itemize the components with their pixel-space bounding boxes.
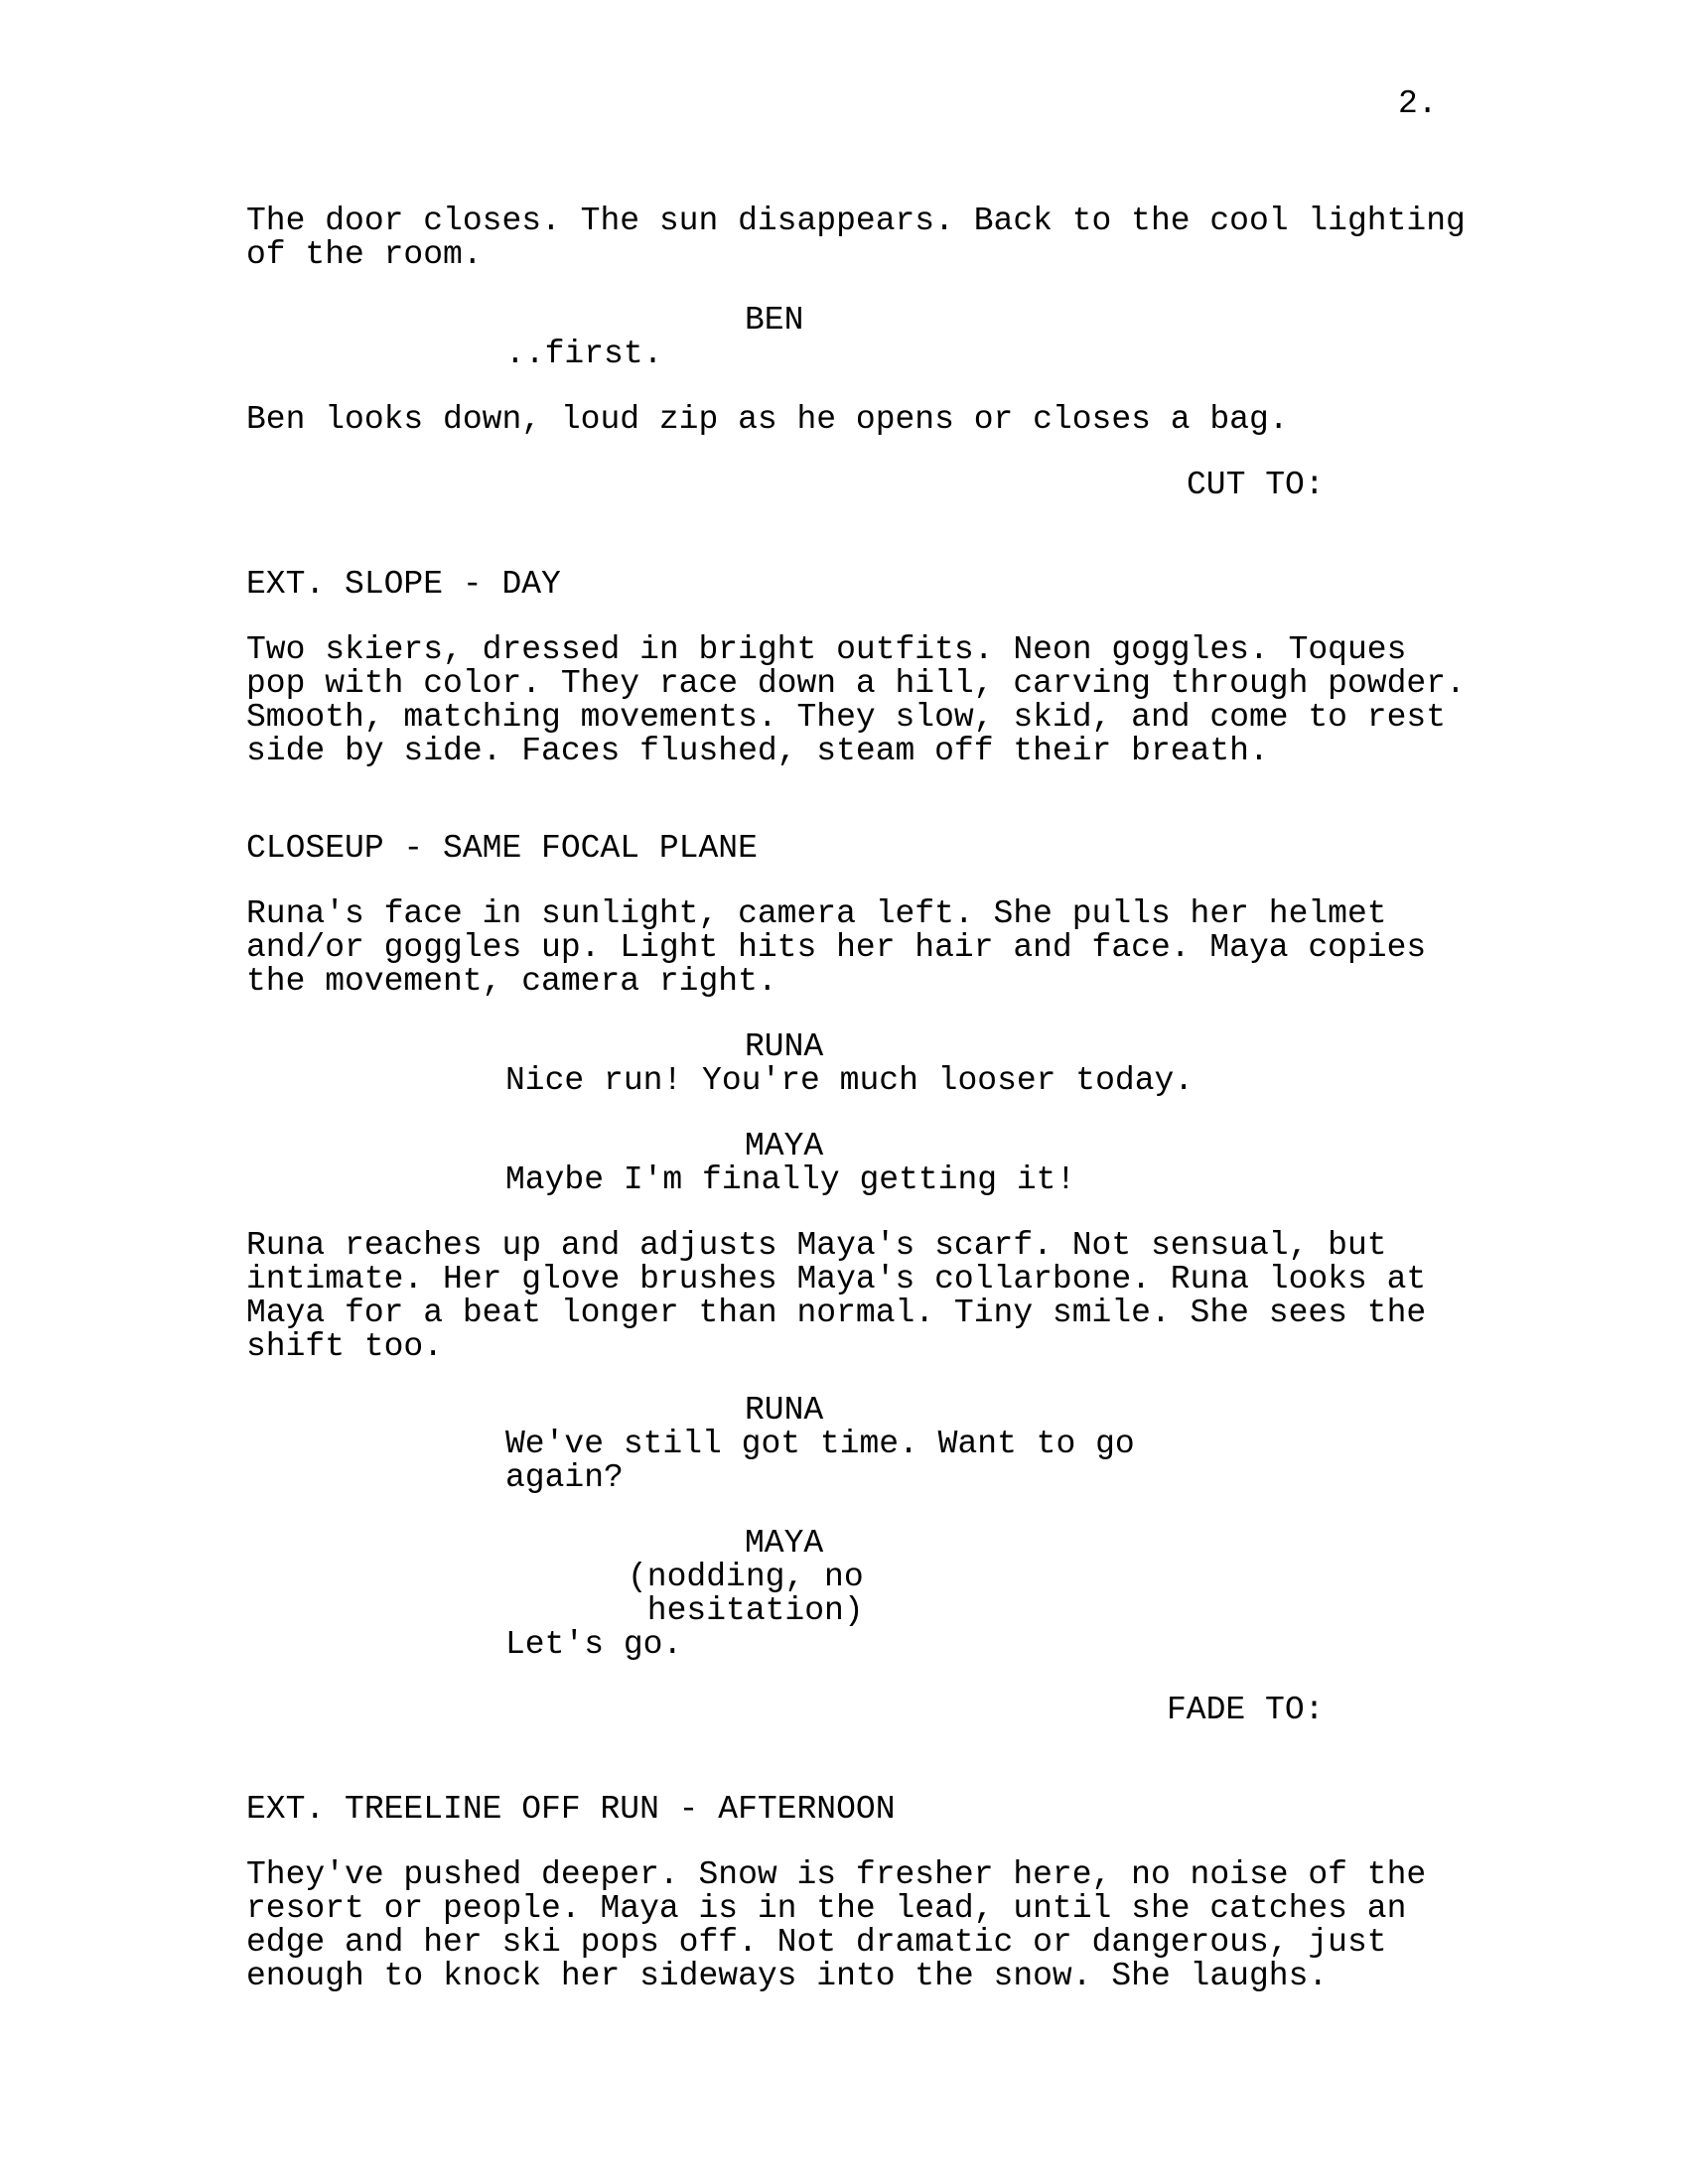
action-line: Runa reaches up and adjusts Maya's scarf. Not sensual, but intimate. Her glove brushes Maya's collarbone. Runa looks at Maya for a beat longer than normal. Tiny smile. She sees the shift too. — [246, 1227, 1427, 1365]
dialogue-line: ..first. — [505, 336, 663, 372]
character-name: MAYA — [745, 1128, 824, 1164]
shot-heading: CLOSEUP - SAME FOCAL PLANE — [246, 830, 758, 867]
dialogue-line: Nice run! You're much looser today. — [505, 1062, 1195, 1099]
character-name: RUNA — [745, 1392, 824, 1429]
dialogue-line: Maybe I'm finally getting it! — [505, 1161, 1076, 1198]
transition: CUT TO: — [1187, 467, 1325, 503]
action-line: Runa's face in sunlight, camera left. She pulls her helmet and/or goggles up. Light hits her hair and face. Maya copies the movement, camera right. — [246, 895, 1427, 1000]
character-name: BEN — [745, 302, 804, 339]
dialogue-line: Let's go. — [505, 1626, 683, 1663]
scene-heading: EXT. SLOPE - DAY — [246, 566, 561, 603]
page-number: 2. — [1398, 85, 1438, 122]
character-name: MAYA — [745, 1525, 824, 1562]
transition: FADE TO: — [1167, 1692, 1325, 1728]
scene-heading: EXT. TREELINE OFF RUN - AFTERNOON — [246, 1791, 896, 1828]
character-name: RUNA — [745, 1028, 824, 1065]
action-line: Ben looks down, loud zip as he opens or closes a bag. — [246, 401, 1289, 438]
action-line: Two skiers, dressed in bright outfits. Neon goggles. Toques pop with color. They race down a hill, carving through powder. Smooth, matching movements. They slow, skid, and come to rest side by side. Faces flushed, steam off their breath. — [246, 631, 1466, 769]
dialogue-line: We've still got time. Want to go again? — [505, 1426, 1135, 1496]
action-line: They've pushed deeper. Snow is fresher here, no noise of the resort or people. Maya is in the lead, until she catches an edge and her ski pops off. Not dramatic or dangerous, just enough to knock her sideways into the snow. She laughs. — [246, 1856, 1427, 1994]
action-line: The door closes. The sun disappears. Back to the cool lighting of the room. — [246, 203, 1466, 273]
parenthetical: (nodding, no hesitation) — [628, 1559, 864, 1629]
